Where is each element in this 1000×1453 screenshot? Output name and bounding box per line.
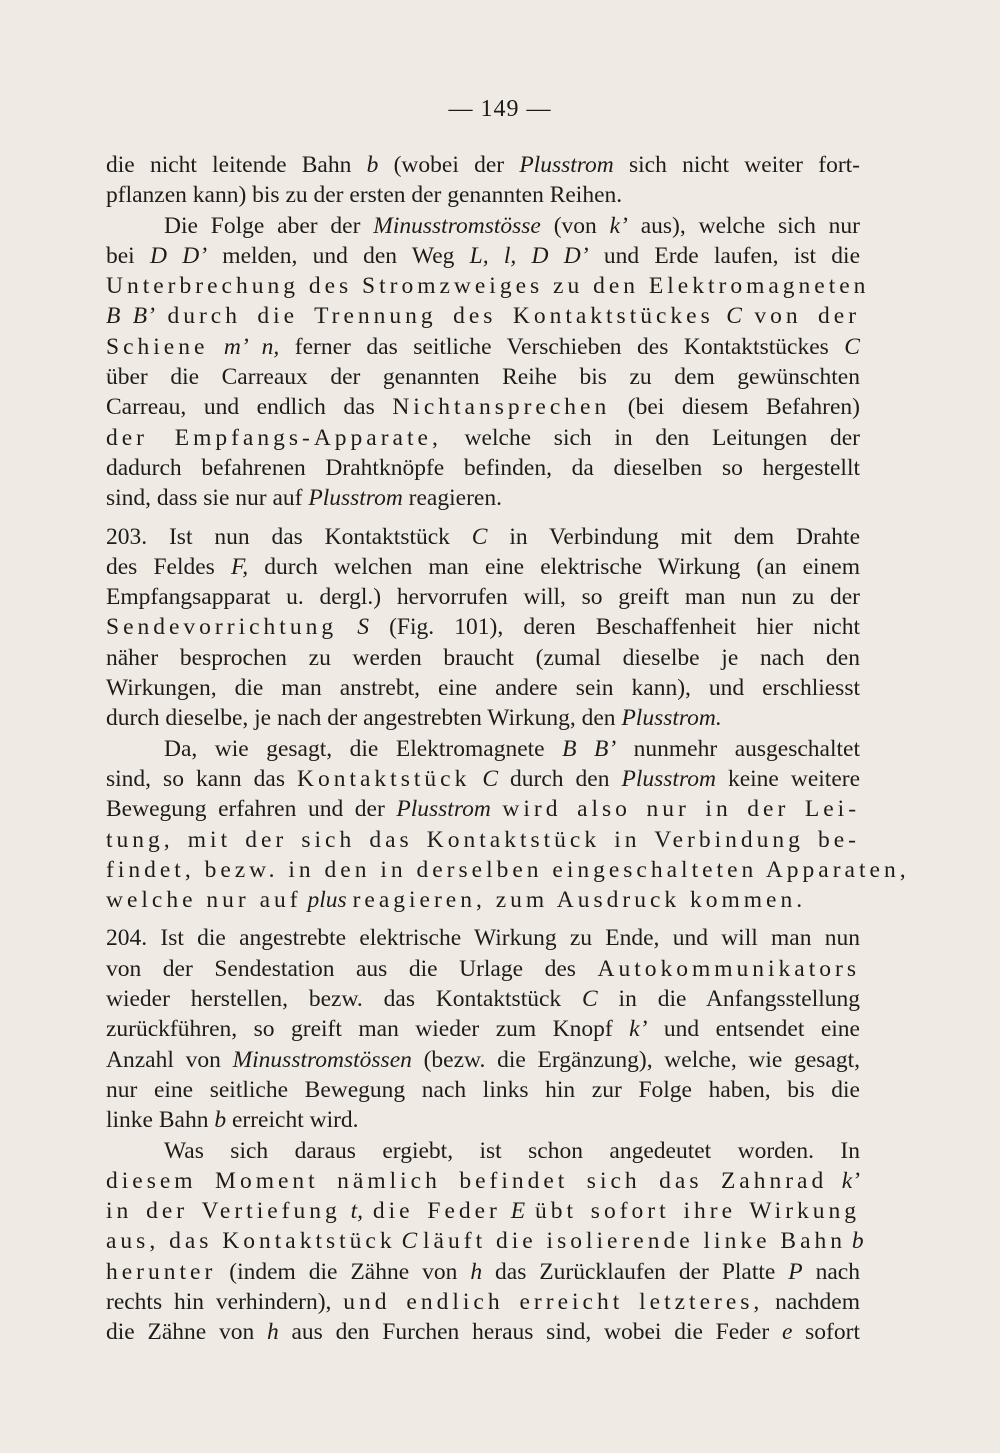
italic-run: e — [781, 1319, 793, 1346]
text-run: bei — [106, 242, 150, 269]
spaced-run: Unterbrechung des Stromzweiges zu den Elektromagneten — [106, 273, 870, 300]
text-line — [106, 362, 860, 392]
paragraph-gap — [106, 915, 860, 923]
text-run: durch den — [498, 765, 622, 792]
text-line — [106, 582, 860, 612]
text-line — [106, 423, 860, 453]
text-run: keine weitere — [715, 765, 861, 792]
text-line — [106, 923, 860, 953]
spaced-run: findet, bezw. in den in derselben eingeschalteten Apparaten, — [106, 856, 910, 883]
italic-run: t, — [350, 1198, 363, 1225]
italic-run: Plusstrom — [308, 485, 403, 512]
paragraph-p2 — [106, 211, 870, 514]
spaced-run: herunter — [106, 1258, 217, 1285]
text-line — [106, 332, 860, 362]
text-run — [491, 796, 503, 822]
text-run: von der Sendestation aus die Urlage des — [106, 955, 598, 982]
text-line — [106, 1045, 860, 1075]
text-run: über die Carreaux der genannten Reihe bis zu dem gewünschten — [106, 364, 860, 391]
text-body — [106, 150, 910, 1348]
text-run — [470, 766, 482, 792]
paragraph-p4 — [106, 734, 910, 916]
text-run: nunmehr ausgeschaltet — [616, 735, 860, 762]
text-line — [106, 1196, 860, 1226]
text-line — [106, 1136, 860, 1166]
text-run — [827, 1168, 841, 1194]
text-line — [106, 552, 860, 582]
text-run: nach — [802, 1258, 860, 1285]
text-run — [501, 1198, 511, 1224]
text-line — [106, 1075, 860, 1105]
text-run: 203. Ist nun das Kontaktstück — [106, 523, 472, 550]
text-run: Bewegung erfahren und der — [106, 796, 397, 823]
spaced-run: übt sofort ihre Wirkung — [534, 1198, 861, 1225]
italic-run: S — [357, 614, 369, 641]
italic-run: Minusstromstössen — [232, 1046, 412, 1073]
text-line — [106, 1317, 860, 1347]
text-run: (bei diesem Befahren) — [610, 394, 860, 421]
text-line — [106, 673, 860, 703]
text-run: sich nicht weiter fort- — [613, 152, 860, 178]
italic-run: h — [470, 1258, 483, 1285]
text-run: dadurch befahrenen Drahtknöpfe befinden, da dieselben so hergestellt — [106, 454, 860, 481]
text-run: (wobei der — [378, 152, 520, 178]
text-run: in die Anfangsstellung — [597, 986, 860, 1013]
text-run: Da, wie gesagt, die Elektromagnete — [164, 735, 563, 762]
paragraph-gap — [106, 514, 860, 522]
text-run: (indem die Zähne von — [216, 1258, 471, 1285]
text-run: sind, so kann das — [106, 765, 297, 792]
page-number: — 149 — — [448, 96, 552, 122]
text-line — [106, 1257, 860, 1287]
text-run: (bezw. die Ergänzung), welche, wie gesagt, — [411, 1046, 860, 1073]
text-run: aus den Furchen heraus sind, wobei die Feder — [278, 1319, 782, 1346]
spaced-run: läuft die isolierende linke Bahn — [423, 1228, 846, 1255]
italic-run: m’ n, — [223, 333, 280, 360]
italic-run: E — [510, 1198, 526, 1225]
italic-run: P — [788, 1258, 803, 1285]
text-line — [106, 1226, 864, 1256]
text-line — [106, 764, 860, 794]
spaced-run: Schiene — [106, 333, 209, 360]
text-line — [106, 825, 860, 855]
text-line — [106, 703, 860, 733]
text-run: in Verbindung mit dem Drahte — [487, 523, 860, 550]
paragraph-p5 — [106, 923, 860, 1135]
text-run: (von — [540, 212, 610, 239]
spaced-run: Autokommunikators — [597, 955, 860, 982]
text-run — [363, 1198, 373, 1224]
spaced-run: Kontaktstück — [297, 765, 471, 792]
spaced-run: diesem Moment nämlich befindet sich das Zahnrad — [106, 1167, 828, 1194]
text-line — [106, 954, 860, 984]
text-run: ferner das seitliche Verschieben des Kontaktstückes — [279, 333, 845, 360]
spaced-run: aus, das Kontaktstück — [106, 1228, 396, 1255]
spaced-run: reagieren, zum Ausdruck kommen. — [352, 887, 807, 914]
spaced-run: die Feder — [372, 1198, 501, 1225]
text-run: 204. Ist die angestrebte elektrische Wirkung zu Ende, und will man nun — [106, 925, 860, 952]
text-run: nur eine seitliche Bewegung nach links hin zur Folge haben, bis die — [106, 1076, 860, 1103]
text-line — [106, 734, 860, 764]
text-run: welche sich in den Leitungen der — [441, 424, 860, 451]
text-run — [525, 1198, 535, 1224]
italic-run: Minusstromstösse — [373, 212, 541, 239]
italic-run: C — [401, 1228, 418, 1255]
text-line — [106, 984, 860, 1014]
text-run — [337, 614, 357, 640]
text-run: rechts hin verhindern), — [106, 1288, 344, 1315]
text-run — [714, 303, 726, 329]
spaced-run: durch die Trennung des Kontaktstückes — [167, 303, 714, 330]
spaced-run: wird also nur in der Lei- — [502, 796, 861, 823]
spaced-run: tung, mit der sich das Kontaktstück in Verbindung be- — [106, 826, 860, 853]
text-run: (Fig. 101), deren Beschaffenheit hier nicht — [368, 614, 861, 641]
italic-run: C — [582, 986, 598, 1013]
text-line — [106, 643, 860, 673]
text-run: näher besprochen zu werden braucht (zumal dieselbe je nach den — [106, 644, 860, 671]
text-run: erreicht wird. — [226, 1107, 359, 1134]
italic-run: b — [851, 1228, 864, 1255]
text-line — [106, 885, 860, 915]
text-run: zurückführen, so greift man wieder zum Knopf — [106, 1016, 630, 1043]
paragraph-p1 — [106, 150, 860, 211]
italic-run: b — [214, 1107, 227, 1134]
text-line — [106, 794, 860, 824]
italic-run: C — [482, 765, 499, 792]
paragraph-p3 — [106, 522, 860, 734]
text-run: Empfangsapparat u. dergl.) hervorrufen will, so greift man nun zu der — [106, 584, 860, 611]
text-run: und entsendet eine — [647, 1016, 860, 1043]
italic-run: C — [471, 523, 488, 550]
text-line — [106, 392, 860, 422]
text-run: Was sich daraus ergiebt, ist schon angedeutet worden. In — [164, 1137, 860, 1164]
text-line — [106, 150, 860, 180]
spaced-run: welche nur auf — [106, 887, 302, 914]
text-line — [106, 1166, 860, 1196]
text-line — [106, 453, 860, 483]
text-run: durch welchen man eine elektrische Wirkung (an einem — [248, 553, 860, 580]
text-run: durch dieselbe, je nach der angestrebten Wirkung, den — [106, 705, 622, 732]
text-line — [106, 271, 870, 301]
italic-run: D D’ — [149, 242, 208, 269]
italic-run: k’ — [629, 1016, 648, 1043]
text-run: wieder herstellen, bezw. das Kontaktstück — [106, 986, 583, 1013]
paragraph-p6 — [106, 1136, 864, 1348]
spaced-run: der Empfangs-Apparate, — [106, 424, 442, 451]
text-line — [106, 612, 860, 642]
italic-run: Plusstrom. — [621, 705, 722, 732]
text-run: sofort — [792, 1319, 860, 1346]
text-run — [208, 334, 224, 360]
italic-run: F, — [230, 553, 249, 580]
italic-run: C — [844, 333, 860, 360]
text-line — [106, 301, 860, 331]
italic-run: B B’ — [562, 735, 617, 762]
text-line — [106, 1105, 860, 1135]
text-run: melden, und den Weg — [207, 242, 470, 269]
text-line — [106, 855, 910, 885]
text-run: aus), welche sich nur — [627, 212, 861, 239]
spaced-run: Nichtansprechen — [392, 394, 611, 421]
text-line — [106, 483, 860, 513]
text-run: linke Bahn — [106, 1107, 215, 1134]
text-run: die nicht leitende Bahn — [106, 152, 367, 178]
spaced-run: und endlich erreicht letzteres, — [343, 1288, 764, 1315]
italic-run: plus — [307, 887, 347, 914]
italic-run: L, l, D D’ — [469, 242, 589, 269]
italic-run: Plusstrom — [396, 796, 491, 823]
text-run: pflanzen kann) bis zu der ersten der genannten Reihen. — [106, 182, 623, 209]
text-run — [742, 303, 754, 329]
italic-run: C — [726, 303, 742, 330]
italic-run: Plusstrom — [519, 152, 614, 178]
italic-run: Plusstrom — [621, 765, 716, 792]
text-run: Carreau, und endlich das — [106, 394, 393, 421]
italic-run: k’ — [841, 1167, 860, 1194]
text-line — [106, 211, 860, 241]
text-run: Wirkungen, die man anstrebt, eine andere sein kann), und erschliesst — [106, 675, 860, 702]
text-run: reagieren. — [402, 485, 502, 512]
text-line — [106, 1014, 860, 1044]
text-run: und Erde laufen, ist die — [588, 242, 860, 269]
text-run — [155, 303, 167, 329]
italic-run: k’ — [609, 212, 628, 239]
text-run: Anzahl von — [106, 1046, 233, 1073]
text-run: die Zähne von — [106, 1319, 267, 1346]
text-run — [341, 1198, 351, 1224]
text-line — [106, 522, 860, 552]
text-line — [106, 180, 860, 210]
text-run: des Feldes — [106, 553, 231, 580]
spaced-run: in der Vertiefung — [106, 1198, 341, 1225]
text-run: das Zurücklaufen der Platte — [482, 1258, 789, 1285]
text-run: sind, dass sie nur auf — [106, 485, 309, 512]
italic-run: B B’ — [106, 303, 155, 330]
text-run: nachdem — [763, 1288, 860, 1315]
text-run: Die Folge aber der — [164, 212, 374, 239]
spaced-run: von der — [754, 303, 861, 330]
text-line — [106, 1287, 860, 1317]
italic-run: b — [366, 152, 379, 178]
text-line — [106, 241, 860, 271]
italic-run: h — [266, 1319, 279, 1346]
spaced-run: Sendevorrichtung — [106, 614, 338, 641]
